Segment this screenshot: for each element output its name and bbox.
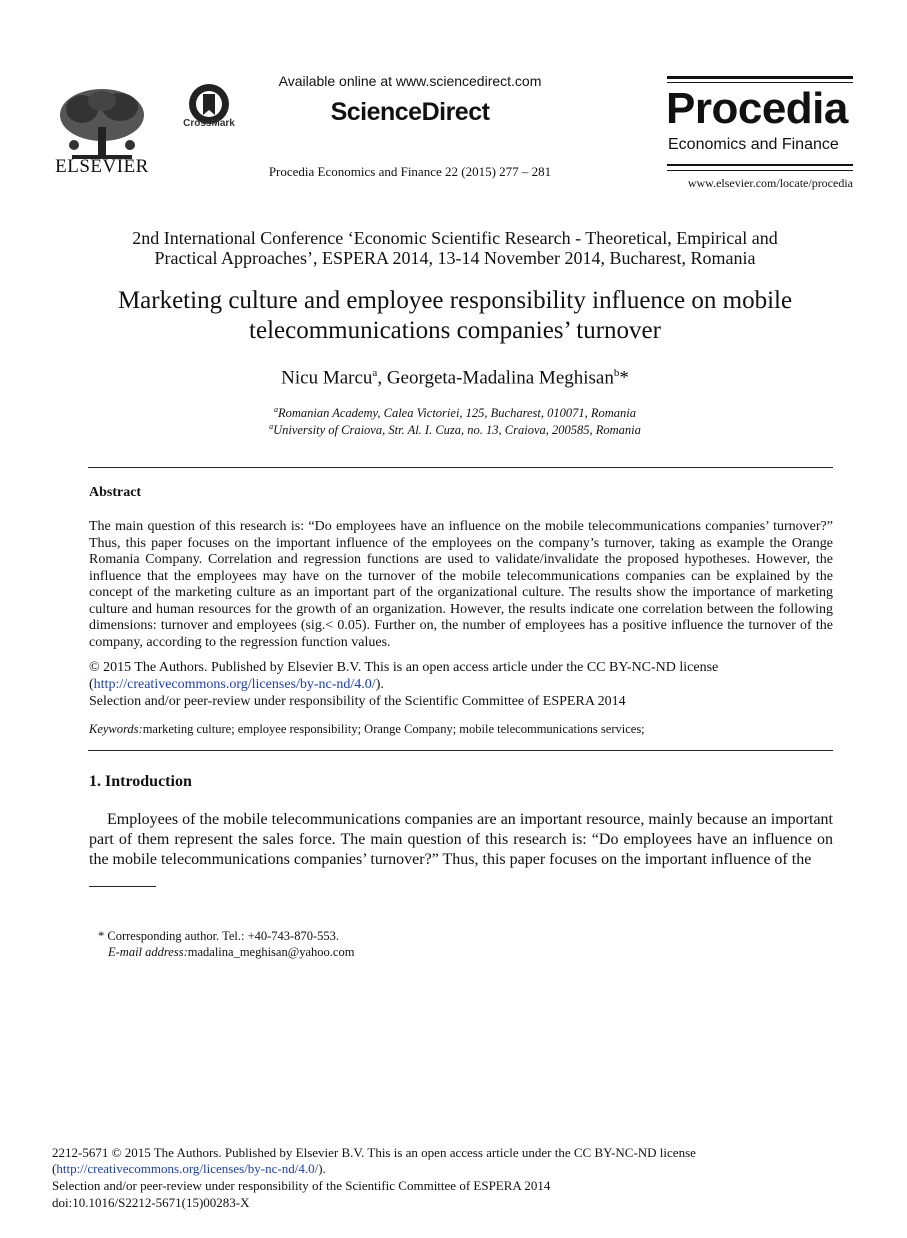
affiliation bbox=[60, 405, 850, 421]
affiliation-mark: b bbox=[613, 367, 620, 379]
introduction-text: Employees of the mobile telecommunications companies are an important resource, mainly because an important part of them represent the sales force. The main question of this research is: “Do employees have an influence on the mobile telecommunications companies’ turnover?” Thus, this paper focuses on the important influence of the bbox=[89, 811, 833, 868]
available-online-text: Available online at www.sciencedirect.com bbox=[278, 73, 542, 89]
procedia-rule bbox=[667, 76, 853, 79]
affiliation-mark: a bbox=[372, 367, 378, 379]
introduction-heading: 1. Introduction bbox=[89, 773, 192, 790]
corresponding-author-note: * Corresponding author. Tel.: +40-743-870-553. bbox=[98, 929, 339, 943]
affiliation bbox=[60, 422, 850, 438]
conference-name bbox=[60, 228, 850, 268]
author-name: Nicu Marcu bbox=[281, 367, 373, 389]
author-separator: , bbox=[377, 367, 387, 389]
paren: ( bbox=[89, 677, 94, 692]
abstract-text: The main question of this research is: “Do employees have an influence on the mobile telecommunications companies’ turnover?” Thus, this paper focuses on the important influence of the employees on the company’s turnover, taking as example the Orange Romania Company. Correlation and regression functions are used to validate/invalidate the proposed hypotheses. However, the influence that the employees may have on the turnover of the mobile telecommunications companies can be explained by the concept of the marketing culture as an important part of the organizational culture. The results show the importance of marketing culture and human resources for the growth of an organization. However, the results indicate one correlation between the following dimensions: turnover and employees (sig.< 0.05). Further on, the number of employees has a positive influence the turnover of the company, according to the regression function values. bbox=[89, 519, 833, 650]
license-line bbox=[89, 677, 833, 694]
footer-peer-review: Selection and/or peer-review under responsibility of the Scientific Committee of ESPERA 2014 bbox=[52, 1178, 551, 1193]
paren: ). bbox=[318, 1161, 326, 1176]
email-note bbox=[108, 945, 354, 960]
email-label: E-mail address: bbox=[108, 945, 188, 959]
affiliation-mark: a bbox=[273, 405, 278, 414]
procedia-rule bbox=[667, 170, 853, 171]
paper-title bbox=[60, 286, 850, 346]
author-name: Georgeta-Madalina Meghisan bbox=[386, 367, 614, 389]
footer-license-line bbox=[52, 1161, 812, 1178]
footnote-rule bbox=[89, 886, 156, 887]
title-line: telecommunications companies’ turnover bbox=[249, 317, 661, 344]
paren: ). bbox=[375, 677, 384, 692]
footer-doi[interactable]: doi:10.1016/S2212-5671(15)00283-X bbox=[52, 1195, 250, 1210]
abstract-heading: Abstract bbox=[89, 485, 142, 500]
copyright-notice: © 2015 The Authors. Published by Elsevier B.V. This is an open access article under the CC BY-NC-ND license bbox=[89, 660, 719, 675]
peer-review-notice: Selection and/or peer-review under responsibility of the Scientific Committee of ESPERA 2014 bbox=[89, 694, 626, 709]
journal-reference: Procedia Economics and Finance 22 (2015) 277 – 281 bbox=[268, 164, 552, 179]
footer-license-link[interactable]: http://creativecommons.org/licenses/by-nc-nd/4.0/ bbox=[56, 1161, 319, 1176]
paren: ( bbox=[52, 1161, 57, 1176]
keywords-label: Keywords: bbox=[89, 722, 143, 736]
affiliation-mark: a bbox=[269, 422, 274, 431]
elsevier-wordmark: ELSEVIER bbox=[55, 156, 149, 177]
affiliation-text: University of Craiova, Str. Al. I. Cuza, no. 13, Craiova, 200585, Romania bbox=[273, 423, 641, 438]
crossmark-label: CrossMark bbox=[183, 118, 235, 129]
conference-line: 2nd International Conference ‘Economic Scientific Research - Theoretical, Empirical and bbox=[132, 228, 778, 248]
title-line: Marketing culture and employee responsibility influence on mobile bbox=[117, 287, 793, 314]
author-list bbox=[60, 367, 850, 389]
journal-url-link[interactable]: www.elsevier.com/locate/procedia bbox=[687, 176, 853, 190]
sciencedirect-brand[interactable]: ScienceDirect bbox=[330, 98, 490, 126]
keywords bbox=[89, 722, 833, 737]
procedia-logo: Procedia bbox=[666, 84, 848, 133]
section-divider bbox=[88, 467, 833, 468]
keywords-text: marketing culture; employee responsibility; Orange Company; mobile telecommunications services; bbox=[142, 722, 645, 736]
footer-license: 2212-5671 © 2015 The Authors. Published by Elsevier B.V. This is an open access article under the CC BY-NC-ND license bbox=[52, 1145, 696, 1160]
corresponding-mark: * bbox=[619, 367, 629, 389]
procedia-rule bbox=[667, 164, 853, 166]
license-link[interactable]: http://creativecommons.org/licenses/by-nc-nd/4.0/ bbox=[93, 677, 376, 692]
affiliation-text: Romanian Academy, Calea Victoriei, 125, Bucharest, 010071, Romania bbox=[277, 406, 637, 421]
email-address[interactable]: madalina_meghisan@yahoo.com bbox=[187, 945, 355, 959]
procedia-rule bbox=[667, 82, 853, 83]
section-divider bbox=[88, 750, 833, 751]
procedia-subtitle: Economics and Finance bbox=[668, 136, 839, 153]
conference-line: Practical Approaches’, ESPERA 2014, 13-14 November 2014, Bucharest, Romania bbox=[154, 248, 756, 268]
